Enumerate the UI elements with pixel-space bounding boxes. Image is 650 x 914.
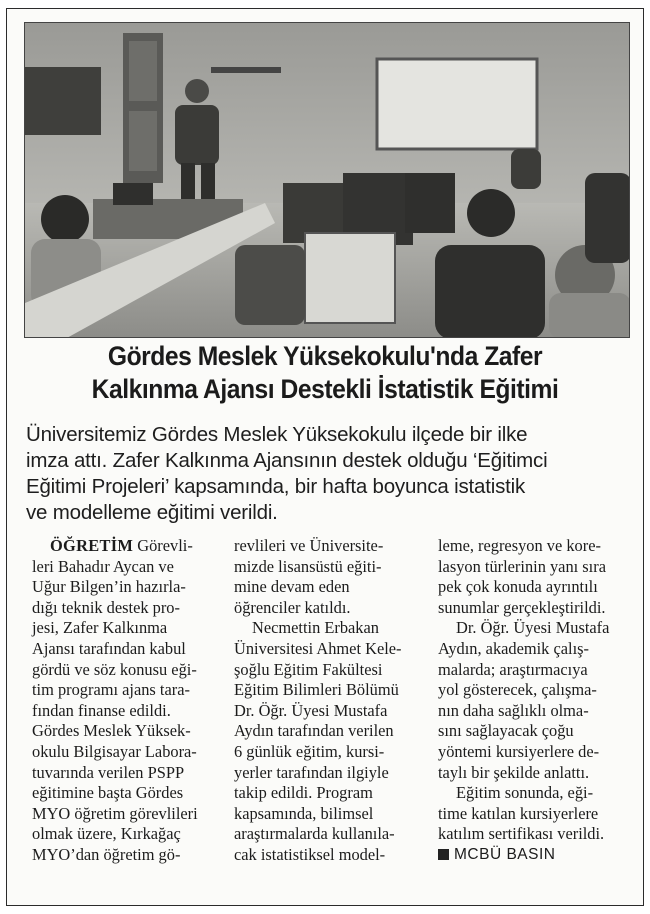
lead-line: Üniversitemiz Gördes Meslek Yüksekokulu ilçede bir ilke <box>26 423 528 446</box>
body-line: cak istatistiksel model- <box>234 844 386 864</box>
signature: MCBÜ BASIN <box>438 845 634 866</box>
body-column-3 <box>438 536 634 866</box>
lead-line: imza attı. Zafer Kalkınma Ajansının destek olduğu ‘Eğitimci <box>26 449 548 472</box>
body-line: Aydın, akademik çalış- <box>438 638 589 658</box>
body-line: kapsamında, bilimsel <box>234 803 374 823</box>
body-line: yöntemi kursiyerlere de- <box>438 741 600 761</box>
body-line: Üniversitesi Ahmet Kele- <box>234 638 402 658</box>
body-line: MYO’dan öğretim gö- <box>32 844 181 864</box>
headline-line-2: Kalkınma Ajansı Destekli İstatistik Eğitimi <box>91 374 559 404</box>
body-line: nın daha sağlıklı olma- <box>438 700 589 720</box>
body-line: Eğitim sonunda, eği- <box>456 783 594 803</box>
body-line: araştırmalarda kullanıla- <box>234 824 395 844</box>
body-column-2 <box>234 536 430 866</box>
body-line: 6 günlük eğitim, kursi- <box>234 741 385 761</box>
body-line: revlileri ve Üniversite- <box>234 536 384 555</box>
body-line: malarda; araştırmacıya <box>438 659 588 679</box>
body-line: sunumlar gerçekleştirildi. <box>438 597 606 617</box>
body-line: sını sağlayacak çoğu <box>438 721 574 741</box>
body-line: ÖĞRETİM Görevli- <box>50 536 193 555</box>
body-line: Ajansı tarafından kabul <box>32 638 186 658</box>
body-line: MYO öğretim görevlileri <box>32 803 198 823</box>
body-line: Eğitim Bilimleri Bölümü <box>234 680 399 700</box>
body-line: takip edildi. Program <box>234 783 373 803</box>
body-line: jesi, Zafer Kalkınma <box>32 618 168 638</box>
body-line: leri Bahadır Aycan ve <box>32 556 174 576</box>
body-line: Aydın tarafından verilen <box>234 721 394 741</box>
lead-word: ÖĞRETİM <box>50 536 134 555</box>
body-line: fından finanse edildi. <box>32 700 171 720</box>
body-line: time katılan kursiyerlere <box>438 803 599 823</box>
body-line: leme, regresyon ve kore- <box>438 536 601 555</box>
lead-paragraph <box>26 422 626 526</box>
body-line: yol gösterecek, çalışma- <box>438 680 597 700</box>
body-line: okulu Bilgisayar Labora- <box>32 741 197 761</box>
body-line: Gördes Meslek Yüksek- <box>32 721 191 741</box>
body-line: olmak üzere, Kırkağaç <box>32 824 181 844</box>
body-line: eğitimine başta Gördes <box>32 783 184 803</box>
body-line: taylı bir şekilde anlattı. <box>438 762 590 782</box>
body-column-1 <box>32 536 226 866</box>
classroom-photo <box>25 23 630 338</box>
body-line: dığı teknik destek pro- <box>32 597 180 617</box>
body-line: lasyon türlerinin yanı sıra <box>438 556 606 576</box>
headline-line-1: Gördes Meslek Yüksekokulu'nda Zafer <box>107 341 543 371</box>
body-line: tuvarında verilen PSPP <box>32 762 185 782</box>
body-line: mine devam eden <box>234 577 350 597</box>
body-line: Necmettin Erbakan <box>252 618 379 638</box>
body-line: mizde lisansüstü eğiti- <box>234 556 382 576</box>
body-line: şoğlu Eğitim Fakültesi <box>234 659 383 679</box>
body-line: gördü ve söz konusu eği- <box>32 659 197 679</box>
square-bullet-icon <box>438 849 449 860</box>
headline <box>36 340 614 406</box>
lead-line: Eğitimi Projeleri’ kapsamında, bir hafta boyunca istatistik <box>26 475 526 498</box>
body-line: Dr. Öğr. Üyesi Mustafa <box>456 618 610 638</box>
body-line: tim programı ajans tara- <box>32 680 190 700</box>
body-line: öğrenciler katıldı. <box>234 597 351 617</box>
body-line: pek çok konuda ayrıntılı <box>438 577 598 597</box>
body-line: yerler tarafından ilgiyle <box>234 762 389 782</box>
article-photo <box>24 22 630 338</box>
body-line: katılım sertifikası verildi. <box>438 824 605 844</box>
body-line: Dr. Öğr. Üyesi Mustafa <box>234 700 388 720</box>
lead-line: ve modelleme eğitimi verildi. <box>26 501 278 524</box>
body-line: Uğur Bilgen’in hazırla- <box>32 577 186 597</box>
